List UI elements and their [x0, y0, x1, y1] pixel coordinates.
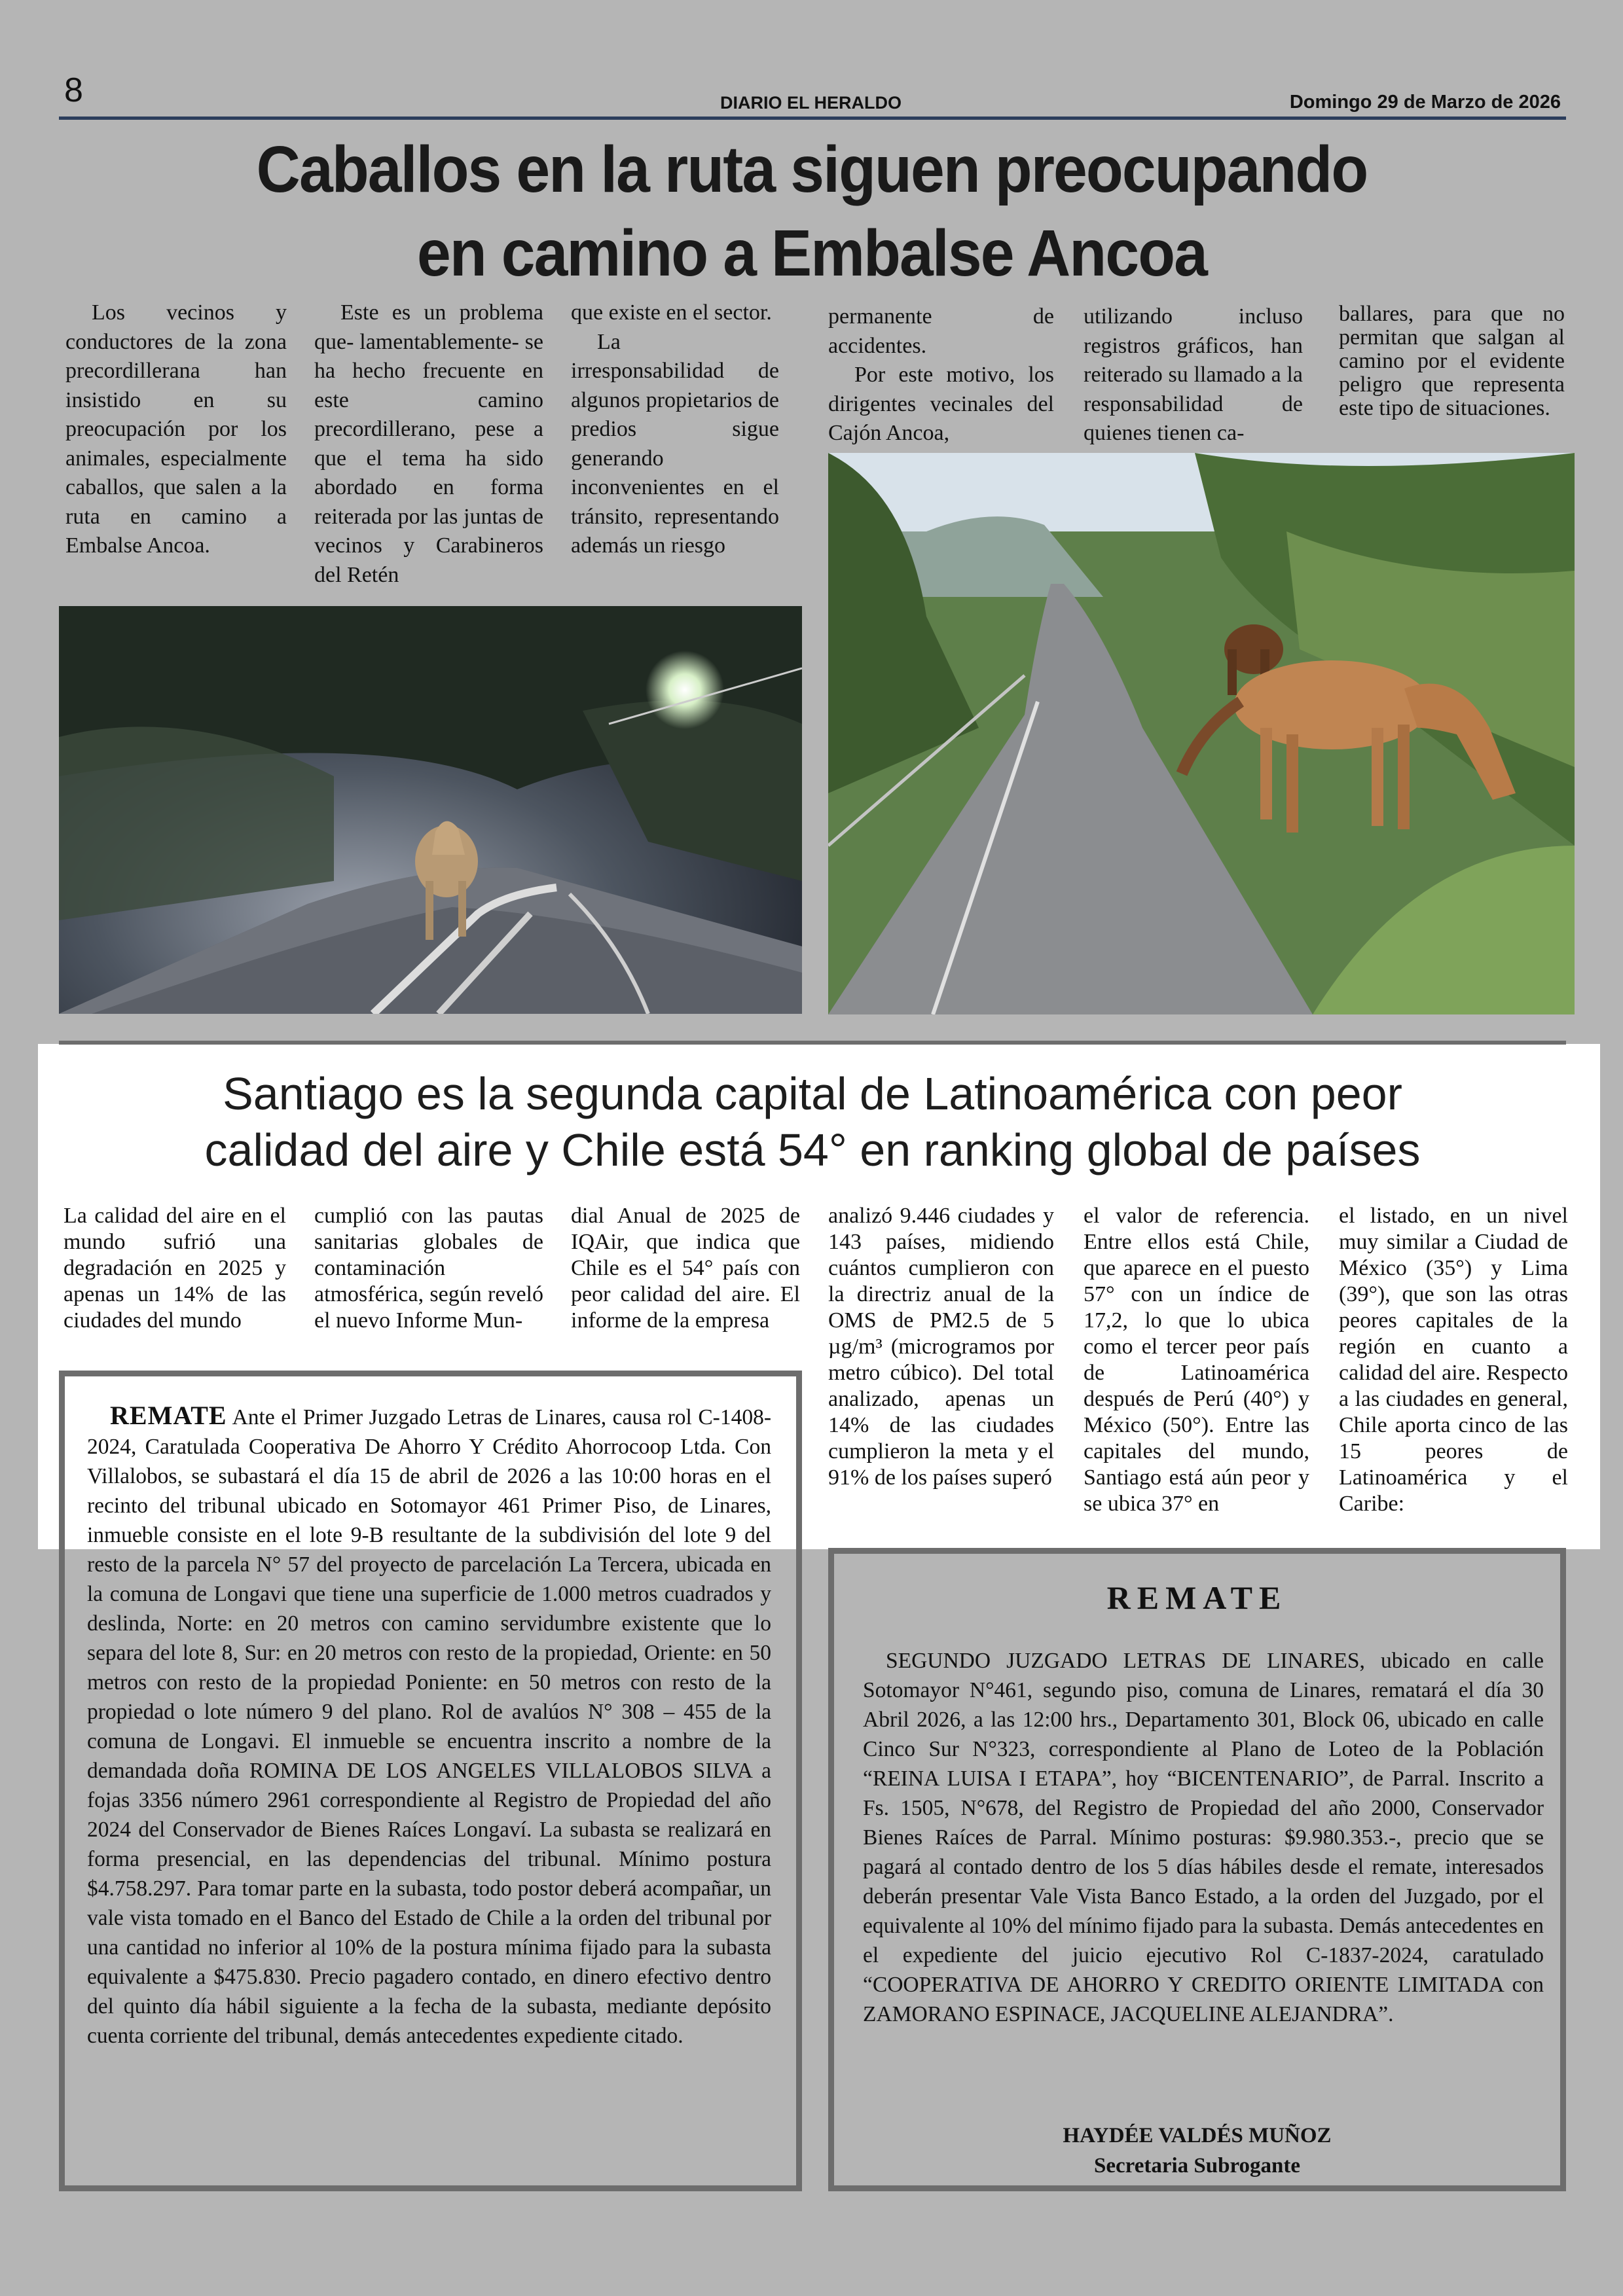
paragraph: Por este motivo, los dirigentes vecinales del Cajón Ancoa, — [828, 363, 1054, 445]
paragraph: el listado, en un nivel muy similar a Ciudad de México (35°) y Lima (39°), que son las otras peores capitales de la región en cuanto a calidad del aire. Respecto a las ciudades en general, Chile aporta cinco de las 15 peores de Latinoamérica y el Caribe: — [1339, 1204, 1568, 1516]
paragraph: Este es un problema que- lamentablemente- se ha hecho frecuente en este camino precordillerano, pese a que el tema ha sido abordado en forma reiterada por las juntas de vecinos y Carabineros del Retén — [314, 300, 543, 587]
article2-column-3 — [571, 1203, 800, 1334]
night-road-horse-photo — [59, 606, 802, 1014]
paragraph: cumplió con las pautas sanitarias globales de contaminación atmosférica, según reveló el nuevo Informe Mun- — [314, 1204, 543, 1333]
article1-column-3 — [571, 298, 779, 561]
paragraph: analizó 9.446 ciudades y 143 países, midiendo cuántos cumplieron con la directriz anual de la OMS de PM2.5 de 5 µg/m³ (microgramos por metro cúbico). Del total analizado, apenas un 14% de las ciudades cumplieron la meta y el 91% de los países superó — [828, 1204, 1054, 1490]
night-road-horse-image — [59, 606, 802, 1014]
paragraph: dial Anual de 2025 de IQAir, que indica que Chile es el 54° país con peor calidad del aire. El informe de la empresa — [571, 1204, 800, 1333]
paragraph: permanente de accidentes. — [828, 304, 1054, 358]
article2-column-2 — [314, 1203, 543, 1334]
remate-1-text-block — [87, 1401, 771, 2051]
article-headline-air-quality — [59, 1066, 1566, 1178]
remate-2-signature — [828, 2121, 1566, 2181]
paragraph: ballares, para que no permitan que salgan al camino por el evidente peligro que representa este tipo de situaciones. — [1339, 302, 1565, 420]
article1-column-2 — [314, 298, 543, 590]
section-divider — [59, 1041, 1566, 1045]
day-road-horses-image — [828, 453, 1575, 1014]
article2-column-4 — [828, 1203, 1054, 1491]
newspaper-name: DIARIO EL HERALDO — [720, 93, 902, 113]
paragraph: el valor de referencia. Entre ellos está Chile, que aparece en el puesto 57° con un índice de 17,2, lo que lo ubica como el tercer peor país de Latinoamérica después de Perú (40°) y México (50°). Entre las capitales del mundo, Santiago está aún peor y se ubica 37° en — [1084, 1204, 1309, 1516]
paragraph: utilizando incluso registros gráficos, han reiterado su llamado a la responsabilidad de quienes tienen ca- — [1084, 304, 1303, 445]
signer-title: Secretaria Subrogante — [1094, 2154, 1300, 2178]
header-rule — [59, 117, 1566, 120]
paragraph: La calidad del aire en el mundo sufrió una degradación en 2025 y apenas un 14% de las ciudades del mundo — [64, 1204, 286, 1333]
signer-name: HAYDÉE VALDÉS MUÑOZ — [1063, 2124, 1332, 2147]
page-number: 8 — [64, 71, 83, 109]
paragraph: La irresponsabilidad de algunos propietarios de predios sigue generando inconvenientes en el tránsito, representando además un riesgo — [571, 329, 779, 558]
article-headline-horses — [112, 128, 1512, 295]
article2-column-6 — [1339, 1203, 1568, 1517]
headline-line-1: Caballos en la ruta siguen preocupando — [256, 133, 1368, 206]
paragraph: Los vecinos y conductores de la zona precordillerana han insistido en su preocupación por los animales, especialmente caballos, que salen a la ruta en camino a Embalse Ancoa. — [65, 300, 287, 558]
remate-1-lead: REMATE — [110, 1401, 227, 1430]
remate-1-body: Ante el Primer Juzgado Letras de Linares, causa rol C-1408-2024, Caratulada Cooperativa De Ahorro Y Crédito Ahorrocoop Ltda. Con Villalobos, se subastará el día 15 de abril de 2026 a las 10:00 horas en el recinto del tribunal ubicado en Sotomayor 461 Primer Piso, de Linares, inmueble consiste en el lote 9-B resultante de la subdivisión del lote 9 del resto de la parcela N° 57 del proyecto de parcelación La Tercera, ubicada en la comuna de Longavi que tiene una superficie de 1.000 metros cuadrados y deslinda, Norte: en 20 metros con camino servidumbre existente que lo separa del lote 8, Sur: en 20 metros con resto de la propiedad, Oriente: en 50 metros con resto de la propiedad Poniente: en 50 metros con resto de la propiedad o lote número 9 del plano. Rol de avalúos N° 308 – 455 de la comuna de Longavi. El inmueble se encuentra inscrito a nombre de la demandada doña ROMINA DE LOS ANGELES VILLALOBOS SILVA a fojas 3356 número 2961 correspondiente al Registro de Propiedad del año 2024 del Conservador de Bienes Raíces Longaví. La subasta se realizará en forma presencial, en las dependencias del tribunal. Mínimo postura $4.758.297. Para tomar parte en la subasta, todo postor deberá acompañar, un vale vista tomado en el Banco del Estado de Chile a la orden del tribunal por una cantidad no inferior al 10% de la postura mínima fijado para la subasta equivalente a $475.830. Precio pagadero contado, en dinero efectivo dentro del quinto día hábil siguiente a la fecha de la subasta, mediante depósito cuenta corriente del tribunal, demás antecedentes expediente citado. — [87, 1405, 771, 2048]
article1-column-4 — [828, 302, 1054, 448]
article2-column-5 — [1084, 1203, 1309, 1517]
article1-column-1 — [65, 298, 287, 561]
remate-2-body: SEGUNDO JUZGADO LETRAS DE LINARES, ubicado en calle Sotomayor N°461, segundo piso, comuna de Linares, rematará el día 30 Abril 2026, a las 12:00 hrs., Departamento 301, Block 06, ubicado en calle Cinco Sur N°323, correspondiente al Plano de Loteo de la Población “REINA LUISA I ETAPA”, hoy “BICENTENARIO”, de Parral. Inscrito a Fs. 1505, N°678, del Registro de Propiedad del año 2000, Conservador Bienes Raíces de Parral. Mínimo posturas: $9.980.353.-, precio que se pagará al contado dentro de los 5 días hábiles desde el remate, interesados deberán presentar Vale Vista Banco Estado, a la orden del Juzgado, por el equivalente al 10% del mínimo fijado para la subasta. Demás antecedentes en el expediente del juicio ejecutivo Rol C-1837-2024, caratulado “COOPERATIVA DE AHORRO Y CREDITO ORIENTE LIMITADA con ZAMORANO ESPINACE, JACQUELINE ALEJANDRA”. — [863, 1649, 1544, 2026]
article2-column-1 — [64, 1203, 286, 1334]
article1-column-6 — [1339, 302, 1565, 420]
day-road-horses-photo — [828, 453, 1575, 1014]
issue-date: Domingo 29 de Marzo de 2026 — [1289, 92, 1561, 113]
remate-2-title: REMATE — [1106, 1579, 1288, 1616]
headline-line-1: Santiago es la segunda capital de Latinoamérica con peor — [223, 1068, 1402, 1119]
headline-line-2: en camino a Embalse Ancoa — [416, 217, 1207, 290]
paragraph: que existe en el sector. — [571, 300, 772, 325]
headline-line-2: calidad del aire y Chile está 54° en ranking global de países — [204, 1124, 1421, 1175]
article1-column-5 — [1084, 302, 1303, 448]
